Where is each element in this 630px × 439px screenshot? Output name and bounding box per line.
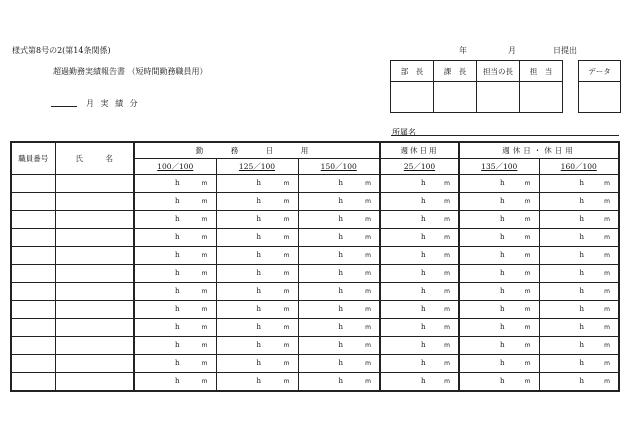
employee-id-cell[interactable] [11, 337, 55, 355]
minutes-unit: m [444, 288, 450, 295]
table-row [11, 337, 619, 355]
hours-unit: h [256, 323, 262, 331]
minutes-unit: m [444, 234, 450, 241]
time-entry-cell[interactable] [216, 193, 298, 211]
approval-label: 担 当 [520, 61, 563, 82]
data-label: データ [579, 61, 621, 82]
time-entry-cell[interactable] [298, 211, 380, 229]
approval-stamp-box[interactable] [434, 82, 477, 113]
hours-unit: h [421, 341, 426, 349]
hours-unit: h [579, 251, 585, 259]
minutes-unit: m [444, 342, 450, 349]
time-entry-cell[interactable] [380, 283, 459, 301]
employee-id-cell[interactable] [11, 175, 55, 193]
time-entry-cell[interactable] [134, 373, 216, 392]
employee-name-cell[interactable] [55, 301, 134, 319]
time-entry-cell[interactable] [459, 319, 539, 337]
employee-id-cell[interactable] [11, 373, 55, 392]
minutes-unit: m [201, 360, 208, 367]
minutes-unit: m [444, 216, 450, 223]
hours-unit: h [421, 359, 426, 367]
hours-unit: h [421, 197, 426, 205]
hours-unit: h [175, 251, 180, 259]
minutes-unit: m [604, 252, 610, 259]
time-entry-cell[interactable] [459, 265, 539, 283]
time-entry-cell[interactable] [298, 337, 380, 355]
approval-label: 担当の長 [477, 61, 520, 82]
minutes-unit: m [365, 198, 371, 205]
time-entry-cell[interactable] [216, 373, 298, 392]
employee-name-cell[interactable] [55, 175, 134, 193]
approval-stamp-box[interactable] [520, 82, 563, 113]
data-box [578, 60, 621, 113]
table-row [11, 319, 619, 337]
minutes-unit: m [283, 342, 290, 349]
approval-label: 部 長 [391, 61, 434, 82]
hours-unit: h [421, 251, 426, 259]
weekend-holiday-group-header: 週休日・休日用 [459, 142, 619, 159]
hours-unit: h [175, 323, 180, 331]
data-stamp-box[interactable] [579, 82, 621, 113]
hours-unit: h [338, 341, 344, 349]
hours-unit: h [579, 377, 585, 385]
hours-unit: h [421, 233, 426, 241]
employee-name-cell[interactable] [55, 283, 134, 301]
time-entry-cell[interactable] [298, 355, 380, 373]
time-entry-cell[interactable] [459, 229, 539, 247]
minutes-unit: m [201, 342, 208, 349]
hours-unit: h [338, 179, 344, 187]
minutes-unit: m [201, 180, 208, 187]
time-entry-cell[interactable] [298, 193, 380, 211]
form-number: 様式第8号の2(第14条関係) [12, 46, 111, 55]
report-title: 超過勤務実績報告書 （短時間勤務職員用） [53, 67, 208, 76]
employee-name-cell[interactable] [55, 319, 134, 337]
table-row [11, 301, 619, 319]
time-entry-cell[interactable] [459, 301, 539, 319]
time-entry-cell[interactable] [298, 247, 380, 265]
minutes-unit: m [365, 180, 371, 187]
hours-unit: h [500, 359, 505, 367]
hours-unit: h [175, 287, 180, 295]
rate-label: 135／100 [481, 162, 518, 171]
time-entry-cell[interactable] [380, 319, 459, 337]
minutes-unit: m [283, 360, 290, 367]
time-entry-cell[interactable] [539, 175, 619, 193]
minutes-unit: m [524, 252, 531, 259]
employee-id-cell[interactable] [11, 211, 55, 229]
hours-unit: h [338, 287, 344, 295]
minutes-unit: m [201, 306, 208, 313]
rate-header [134, 159, 216, 175]
hours-unit: h [256, 377, 262, 385]
hours-unit: h [175, 377, 180, 385]
time-entry-cell[interactable] [459, 247, 539, 265]
hours-unit: h [500, 287, 505, 295]
minutes-unit: m [365, 216, 371, 223]
minutes-unit: m [524, 378, 531, 385]
time-entry-cell[interactable] [134, 319, 216, 337]
minutes-unit: m [283, 198, 290, 205]
hours-unit: h [338, 323, 344, 331]
table-row [11, 193, 619, 211]
time-entry-cell[interactable] [298, 373, 380, 392]
minutes-unit: m [524, 198, 531, 205]
minutes-unit: m [444, 270, 450, 277]
time-entry-cell[interactable] [216, 229, 298, 247]
time-entry-cell[interactable] [298, 301, 380, 319]
time-entry-cell[interactable] [216, 301, 298, 319]
minutes-unit: m [604, 288, 610, 295]
hours-unit: h [338, 197, 344, 205]
table-row [11, 229, 619, 247]
hours-unit: h [500, 251, 505, 259]
holiday-group-header: 週休日用 [380, 142, 459, 159]
hours-unit: h [338, 233, 344, 241]
minutes-unit: m [283, 216, 290, 223]
hours-unit: h [256, 305, 262, 313]
time-entry-cell[interactable] [298, 283, 380, 301]
employee-id-header: 職員番号 [11, 142, 55, 175]
time-entry-cell[interactable] [380, 175, 459, 193]
time-entry-cell[interactable] [380, 211, 459, 229]
time-entry-cell[interactable] [459, 193, 539, 211]
minutes-unit: m [444, 360, 450, 367]
hours-unit: h [500, 341, 505, 349]
time-entry-cell[interactable] [459, 211, 539, 229]
minutes-unit: m [524, 180, 531, 187]
minutes-unit: m [365, 288, 371, 295]
hours-unit: h [256, 359, 262, 367]
hours-unit: h [579, 197, 585, 205]
minutes-unit: m [201, 252, 208, 259]
approval-stamp-box[interactable] [477, 82, 520, 113]
minutes-unit: m [524, 270, 531, 277]
hours-unit: h [256, 197, 262, 205]
employee-id-cell[interactable] [11, 283, 55, 301]
employee-name-cell[interactable] [55, 265, 134, 283]
minutes-unit: m [201, 378, 208, 385]
minutes-unit: m [201, 288, 208, 295]
employee-id-cell[interactable] [11, 193, 55, 211]
employee-id-cell[interactable] [11, 301, 55, 319]
workday-group-header: 勤 務 日 用 [134, 142, 380, 159]
rate-label: 100／100 [157, 162, 194, 171]
minutes-unit: m [444, 198, 450, 205]
time-entry-cell[interactable] [216, 283, 298, 301]
time-entry-cell[interactable] [134, 211, 216, 229]
time-entry-cell[interactable] [298, 229, 380, 247]
hours-unit: h [175, 179, 180, 187]
hours-unit: h [338, 251, 344, 259]
rate-header [539, 159, 619, 175]
minutes-unit: m [524, 288, 531, 295]
hours-unit: h [421, 269, 426, 277]
hours-unit: h [338, 377, 344, 385]
time-entry-cell[interactable] [539, 265, 619, 283]
time-entry-cell[interactable] [459, 373, 539, 392]
table-row [11, 265, 619, 283]
hours-unit: h [175, 233, 180, 241]
hours-unit: h [256, 179, 262, 187]
rate-label: 160／100 [560, 162, 597, 171]
employee-name-cell[interactable] [55, 355, 134, 373]
minutes-unit: m [365, 342, 371, 349]
hours-unit: h [175, 341, 180, 349]
minutes-unit: m [524, 234, 531, 241]
time-entry-cell[interactable] [298, 319, 380, 337]
time-entry-cell[interactable] [539, 211, 619, 229]
time-entry-cell[interactable] [134, 247, 216, 265]
time-entry-cell[interactable] [380, 247, 459, 265]
time-entry-cell[interactable] [539, 373, 619, 392]
minutes-unit: m [604, 216, 610, 223]
approval-label: 課 長 [434, 61, 477, 82]
minutes-unit: m [444, 252, 450, 259]
minutes-unit: m [444, 378, 450, 385]
hours-unit: h [579, 341, 585, 349]
minutes-unit: m [604, 270, 610, 277]
time-entry-cell[interactable] [539, 319, 619, 337]
time-entry-cell[interactable] [134, 175, 216, 193]
date-day-label: 日提出 [553, 46, 577, 55]
time-entry-cell[interactable] [380, 337, 459, 355]
hours-unit: h [256, 287, 262, 295]
hours-unit: h [500, 305, 505, 313]
hours-unit: h [579, 269, 585, 277]
table-row [11, 373, 619, 392]
hours-unit: h [175, 359, 180, 367]
time-entry-cell[interactable] [134, 193, 216, 211]
minutes-unit: m [365, 306, 371, 313]
approval-boxes [390, 60, 563, 113]
hours-unit: h [421, 179, 426, 187]
minutes-unit: m [201, 270, 208, 277]
minutes-unit: m [524, 342, 531, 349]
hours-unit: h [500, 233, 505, 241]
approval-stamp-box[interactable] [391, 82, 434, 113]
month-input-line[interactable] [51, 106, 77, 107]
date-month-label: 月 [508, 46, 516, 55]
table-row [11, 355, 619, 373]
time-entry-cell[interactable] [380, 301, 459, 319]
rate-label: 150／100 [320, 162, 357, 171]
minutes-unit: m [604, 378, 610, 385]
employee-id-cell[interactable] [11, 229, 55, 247]
hours-unit: h [579, 179, 585, 187]
hours-unit: h [175, 197, 180, 205]
time-entry-cell[interactable] [298, 175, 380, 193]
time-entry-cell[interactable] [134, 265, 216, 283]
minutes-unit: m [365, 360, 371, 367]
time-entry-cell[interactable] [216, 265, 298, 283]
rate-header [459, 159, 539, 175]
hours-unit: h [579, 359, 585, 367]
employee-name-cell[interactable] [55, 193, 134, 211]
minutes-unit: m [283, 324, 290, 331]
employee-name-cell[interactable] [55, 337, 134, 355]
minutes-unit: m [444, 180, 450, 187]
hours-unit: h [175, 215, 180, 223]
rate-header [298, 159, 380, 175]
time-entry-cell[interactable] [298, 265, 380, 283]
time-entry-cell[interactable] [216, 337, 298, 355]
time-entry-cell[interactable] [380, 229, 459, 247]
time-entry-cell[interactable] [459, 175, 539, 193]
time-entry-cell[interactable] [380, 355, 459, 373]
date-year-label: 年 [459, 46, 467, 55]
hours-unit: h [579, 323, 585, 331]
minutes-unit: m [283, 288, 290, 295]
hours-unit: h [338, 305, 344, 313]
time-entry-cell[interactable] [459, 337, 539, 355]
employee-id-cell[interactable] [11, 247, 55, 265]
hours-unit: h [500, 179, 505, 187]
employee-name-cell[interactable] [55, 211, 134, 229]
time-entry-cell[interactable] [134, 229, 216, 247]
minutes-unit: m [365, 270, 371, 277]
minutes-unit: m [604, 306, 610, 313]
hours-unit: h [421, 377, 426, 385]
minutes-unit: m [524, 324, 531, 331]
minutes-unit: m [283, 378, 290, 385]
time-entry-cell[interactable] [134, 283, 216, 301]
rate-label: 25／100 [403, 162, 436, 171]
hours-unit: h [421, 323, 426, 331]
time-entry-cell[interactable] [134, 355, 216, 373]
employee-id-cell[interactable] [11, 319, 55, 337]
time-entry-cell[interactable] [539, 337, 619, 355]
time-entry-cell[interactable] [539, 283, 619, 301]
time-entry-cell[interactable] [134, 301, 216, 319]
minutes-unit: m [365, 252, 371, 259]
time-entry-cell[interactable] [459, 283, 539, 301]
hours-unit: h [579, 215, 585, 223]
rate-header [216, 159, 298, 175]
minutes-unit: m [604, 360, 610, 367]
employee-name-cell[interactable] [55, 229, 134, 247]
month-suffix: 月 実 績 分 [86, 99, 140, 108]
minutes-unit: m [604, 180, 610, 187]
minutes-unit: m [365, 378, 371, 385]
employee-name-cell[interactable] [55, 373, 134, 392]
time-entry-cell[interactable] [380, 265, 459, 283]
table-row [11, 175, 619, 193]
minutes-unit: m [444, 306, 450, 313]
time-entry-cell[interactable] [216, 319, 298, 337]
minutes-unit: m [444, 324, 450, 331]
hours-unit: h [338, 215, 344, 223]
table-row [11, 247, 619, 265]
minutes-unit: m [283, 270, 290, 277]
employee-name-header: 氏 名 [55, 142, 134, 175]
time-entry-cell[interactable] [539, 193, 619, 211]
hours-unit: h [256, 233, 262, 241]
minutes-unit: m [604, 342, 610, 349]
hours-unit: h [338, 359, 344, 367]
time-entry-cell[interactable] [539, 247, 619, 265]
minutes-unit: m [283, 252, 290, 259]
minutes-unit: m [201, 216, 208, 223]
minutes-unit: m [604, 234, 610, 241]
hours-unit: h [579, 305, 585, 313]
minutes-unit: m [201, 324, 208, 331]
hours-unit: h [579, 233, 585, 241]
minutes-unit: m [604, 198, 610, 205]
hours-unit: h [421, 215, 426, 223]
hours-unit: h [256, 269, 262, 277]
minutes-unit: m [283, 306, 290, 313]
hours-unit: h [500, 377, 505, 385]
hours-unit: h [500, 197, 505, 205]
minutes-unit: m [201, 198, 208, 205]
hours-unit: h [175, 305, 180, 313]
minutes-unit: m [524, 216, 531, 223]
hours-unit: h [338, 269, 344, 277]
time-entry-cell[interactable] [459, 355, 539, 373]
minutes-unit: m [604, 324, 610, 331]
hours-unit: h [421, 305, 426, 313]
minutes-unit: m [365, 324, 371, 331]
hours-unit: h [256, 215, 262, 223]
time-entry-cell[interactable] [539, 229, 619, 247]
rate-header [380, 159, 459, 175]
department-input-line[interactable] [391, 135, 619, 136]
time-entry-cell[interactable] [216, 211, 298, 229]
minutes-unit: m [283, 234, 290, 241]
rate-label: 125／100 [238, 162, 276, 171]
time-entry-cell[interactable] [539, 301, 619, 319]
time-entry-cell[interactable] [539, 355, 619, 373]
department-label: 所属名 [392, 128, 416, 137]
time-entry-cell[interactable] [134, 337, 216, 355]
hours-unit: h [175, 269, 180, 277]
minutes-unit: m [283, 180, 290, 187]
time-entry-cell[interactable] [380, 373, 459, 392]
minutes-unit: m [524, 306, 531, 313]
hours-unit: h [421, 287, 426, 295]
hours-unit: h [579, 287, 585, 295]
hours-unit: h [500, 269, 505, 277]
hours-unit: h [500, 215, 505, 223]
employee-id-cell[interactable] [11, 355, 55, 373]
employee-id-cell[interactable] [11, 265, 55, 283]
hours-unit: h [256, 341, 262, 349]
time-entry-cell[interactable] [380, 193, 459, 211]
minutes-unit: m [524, 360, 531, 367]
employee-name-cell[interactable] [55, 247, 134, 265]
time-entry-cell[interactable] [216, 247, 298, 265]
hours-unit: h [500, 323, 505, 331]
table-row [11, 283, 619, 301]
overtime-table [10, 141, 620, 392]
minutes-unit: m [201, 234, 208, 241]
time-entry-cell[interactable] [216, 355, 298, 373]
minutes-unit: m [365, 234, 371, 241]
time-entry-cell[interactable] [216, 175, 298, 193]
hours-unit: h [256, 251, 262, 259]
table-row [11, 211, 619, 229]
